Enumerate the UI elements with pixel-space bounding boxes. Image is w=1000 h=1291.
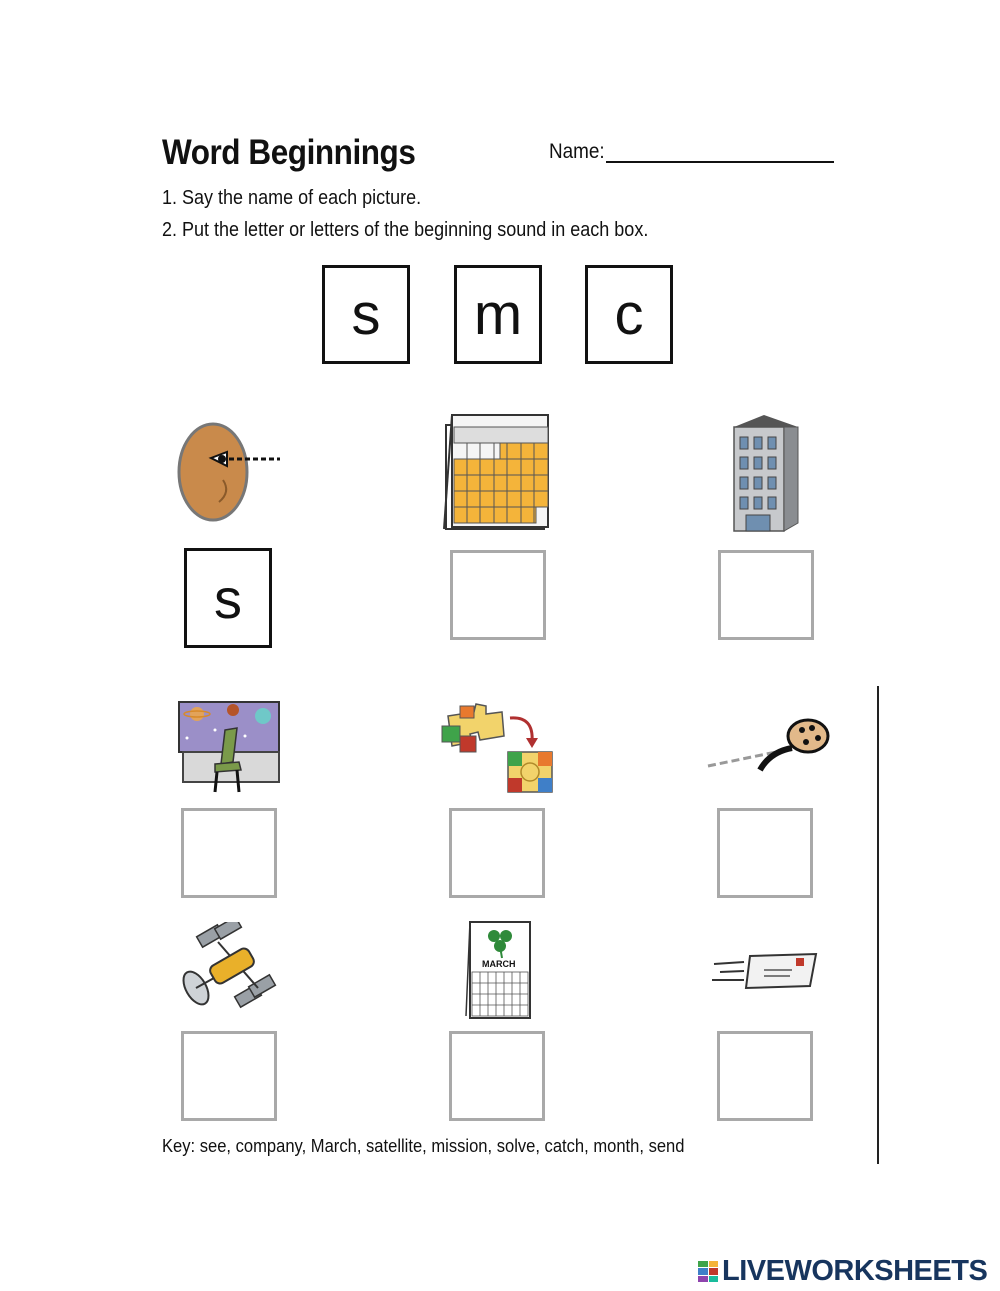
answer-box-send[interactable] <box>717 1031 813 1121</box>
worksheet-title: Word Beginnings <box>162 133 416 172</box>
brand-text[interactable]: LIVEWORKSHEETS <box>722 1255 988 1287</box>
name-label: Name: <box>549 140 605 163</box>
letter-choice-s: s <box>322 265 410 364</box>
answer-box-solve[interactable] <box>449 808 545 898</box>
instruction-1: 1. Say the name of each picture. <box>162 187 422 209</box>
answer-box-march[interactable] <box>449 1031 545 1121</box>
answer-box-satellite[interactable] <box>181 1031 277 1121</box>
send-envelope-icon <box>710 950 820 990</box>
answer-key: Key: see, company, March, satellite, mission, solve, catch, month, send <box>162 1136 685 1156</box>
answer-box-mission[interactable] <box>181 808 277 898</box>
solve-puzzle-icon <box>440 696 555 796</box>
answer-box-see[interactable]: s <box>184 548 272 648</box>
catch-hand-icon <box>706 712 836 772</box>
letter-choice-m: m <box>454 265 542 364</box>
answer-box-month[interactable] <box>450 550 546 640</box>
mission-control-icon <box>175 700 281 795</box>
instruction-2: 2. Put the letter or letters of the beginning sound in each box. <box>162 219 649 241</box>
answer-box-company[interactable] <box>718 550 814 640</box>
march-calendar-label: MARCH <box>482 959 516 969</box>
vertical-divider <box>877 686 879 1164</box>
see-face-icon <box>175 420 285 525</box>
satellite-icon <box>178 922 278 1018</box>
answer-box-catch[interactable] <box>717 808 813 898</box>
letter-choice-c: c <box>585 265 673 364</box>
liveworksheets-logo-icon <box>698 1261 718 1283</box>
company-building-icon <box>728 413 800 533</box>
liveworksheets-brand <box>698 1255 987 1288</box>
month-calendar-icon <box>440 413 550 531</box>
name-line <box>606 161 834 163</box>
march-calendar-icon <box>464 920 534 1020</box>
